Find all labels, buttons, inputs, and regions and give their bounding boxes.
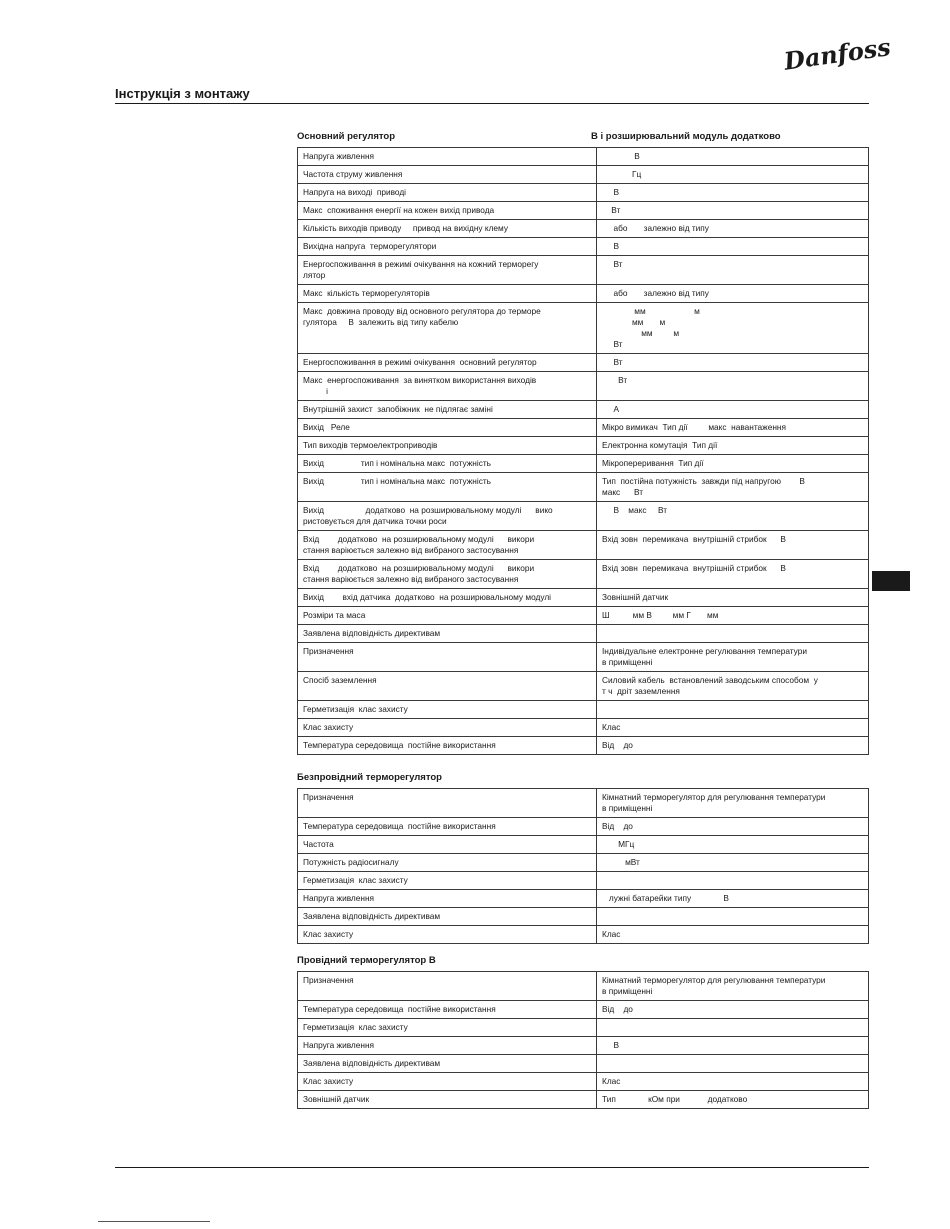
spec-value: Мікро вимикач Тип дії макс навантаження: [597, 419, 869, 437]
spec-label: Вихід Реле: [298, 419, 597, 437]
spec-value: [597, 1055, 869, 1073]
spec-value: мм м мм м мм м Вт: [597, 303, 869, 354]
spec-value: [597, 1019, 869, 1037]
spec-row: [298, 926, 869, 944]
spec-value: Зовнішній датчик: [597, 589, 869, 607]
spec-value: Від до: [597, 737, 869, 755]
spec-label: Заявлена відповідність директивам: [298, 1055, 597, 1073]
spec-value: Силовий кабель встановлений заводським способом у т ч дріт заземлення: [597, 672, 869, 701]
spec-value: В: [597, 1037, 869, 1055]
spec-row: [298, 437, 869, 455]
spec-row: [298, 701, 869, 719]
wired-thermostat-spec-table: [297, 971, 869, 1109]
spec-value: Клас: [597, 1073, 869, 1091]
spec-value: [597, 701, 869, 719]
spec-row: [298, 148, 869, 166]
main-regulator-spec-table: [297, 147, 869, 755]
spec-label: Напруга живлення: [298, 1037, 597, 1055]
spec-value: Клас: [597, 719, 869, 737]
spec-label: Клас захисту: [298, 719, 597, 737]
spec-row: [298, 1037, 869, 1055]
header-divider: [115, 103, 869, 104]
spec-row: [298, 1073, 869, 1091]
spec-row: [298, 854, 869, 872]
page-title: Інструкція з монтажу: [115, 86, 250, 101]
section-tab-marker: [872, 571, 910, 591]
spec-label: Заявлена відповідність директивам: [298, 625, 597, 643]
spec-value: [597, 625, 869, 643]
spec-label: Призначення: [298, 643, 597, 672]
spec-label: Вхід додатково на розширювальному модулі викори стання варіюється залежно від вибраного застосування: [298, 531, 597, 560]
spec-value: або залежно від типу: [597, 285, 869, 303]
spec-label: Зовнішній датчик: [298, 1091, 597, 1109]
spec-row: [298, 238, 869, 256]
spec-label: Вихід тип і номінальна макс потужність: [298, 473, 597, 502]
spec-value: Гц: [597, 166, 869, 184]
spec-row: [298, 625, 869, 643]
spec-row: [298, 836, 869, 854]
spec-row: [298, 1001, 869, 1019]
spec-row: [298, 354, 869, 372]
spec-value: Тип постійна потужність завжди під напругою В макс Вт: [597, 473, 869, 502]
spec-value: Вт: [597, 354, 869, 372]
spec-row: [298, 166, 869, 184]
spec-label: Потужність радіосигналу: [298, 854, 597, 872]
spec-label: Кількість виходів приводу привод на вихідну клему: [298, 220, 597, 238]
spec-label: Частота: [298, 836, 597, 854]
spec-label: Вихід додатково на розширювальному модулі вико ристовується для датчика точки роси: [298, 502, 597, 531]
spec-value: Кімнатний терморегулятор для регулювання температури в приміщенні: [597, 789, 869, 818]
spec-value: В макс Вт: [597, 502, 869, 531]
spec-value: Від до: [597, 1001, 869, 1019]
spec-row: [298, 643, 869, 672]
spec-row: [298, 202, 869, 220]
spec-row: [298, 908, 869, 926]
spec-label: Тип виходів термоелектроприводів: [298, 437, 597, 455]
spec-row: [298, 303, 869, 354]
spec-row: [298, 473, 869, 502]
spec-row: [298, 890, 869, 908]
spec-label: Макс довжина проводу від основного регулятора до терморе гулятора В залежить від типу кабелю: [298, 303, 597, 354]
spec-label: Частота струму живлення: [298, 166, 597, 184]
spec-label: Енергоспоживання в режимі очікування на кожний терморегу лятор: [298, 256, 597, 285]
spec-value: Електронна комутація Тип дії: [597, 437, 869, 455]
spec-row: [298, 455, 869, 473]
spec-label: Вхід додатково на розширювальному модулі викори стання варіюється залежно від вибраного застосування: [298, 560, 597, 589]
spec-row: [298, 502, 869, 531]
spec-label: Макс кількість терморегуляторів: [298, 285, 597, 303]
spec-value: лужні батарейки типу В: [597, 890, 869, 908]
spec-label: Напруга живлення: [298, 890, 597, 908]
wireless-thermostat-spec-table: [297, 788, 869, 944]
spec-label: Клас захисту: [298, 926, 597, 944]
spec-value: Ш мм В мм Г мм: [597, 607, 869, 625]
spec-row: [298, 1091, 869, 1109]
spec-value: або залежно від типу: [597, 220, 869, 238]
spec-value: мВт: [597, 854, 869, 872]
spec-label: Призначення: [298, 972, 597, 1001]
spec-row: [298, 972, 869, 1001]
spec-label: Макс споживання енергії на кожен вихід привода: [298, 202, 597, 220]
spec-value: В: [597, 184, 869, 202]
spec-value: В: [597, 238, 869, 256]
spec-row: [298, 285, 869, 303]
spec-row: [298, 372, 869, 401]
spec-row: [298, 531, 869, 560]
spec-row: [298, 719, 869, 737]
footer-link[interactable]: [98, 1221, 210, 1222]
spec-row: [298, 560, 869, 589]
spec-label: Розміри та маса: [298, 607, 597, 625]
spec-row: [298, 1055, 869, 1073]
spec-label: Герметизація клас захисту: [298, 701, 597, 719]
spec-row: [298, 1019, 869, 1037]
spec-value: Від до: [597, 818, 869, 836]
spec-value: Вхід зовн перемикача внутрішній стрибок В: [597, 560, 869, 589]
spec-value: Вхід зовн перемикача внутрішній стрибок В: [597, 531, 869, 560]
spec-label: Заявлена відповідність директивам: [298, 908, 597, 926]
spec-row: [298, 818, 869, 836]
spec-row: [298, 184, 869, 202]
spec-value: Мікропереривання Тип дії: [597, 455, 869, 473]
spec-label: Вихід вхід датчика додатково на розширювальному модулі: [298, 589, 597, 607]
spec-label: Напруга живлення: [298, 148, 597, 166]
spec-row: [298, 737, 869, 755]
spec-row: [298, 220, 869, 238]
spec-row: [298, 256, 869, 285]
spec-label: Вихід тип і номінальна макс потужність: [298, 455, 597, 473]
danfoss-logo: [782, 32, 893, 76]
spec-label: Внутрішній захист запобіжник не підлягає заміні: [298, 401, 597, 419]
spec-row: [298, 607, 869, 625]
spec-value: Тип кОм при додатково: [597, 1091, 869, 1109]
spec-label: Макс енергоспоживання за винятком використання виходів і: [298, 372, 597, 401]
spec-label: Енергоспоживання в режимі очікування основний регулятор: [298, 354, 597, 372]
main-regulator-title: Основний регулятор: [297, 131, 396, 142]
spec-label: Клас захисту: [298, 1073, 597, 1091]
spec-label: Герметизація клас захисту: [298, 1019, 597, 1037]
spec-value: В: [597, 148, 869, 166]
spec-label: Спосіб заземлення: [298, 672, 597, 701]
spec-value: Індивідуальне електронне регулювання температури в приміщенні: [597, 643, 869, 672]
spec-value: Клас: [597, 926, 869, 944]
svg-text:Danfoss: Danfoss: [782, 32, 893, 76]
spec-row: [298, 401, 869, 419]
wired-thermostat-title: Провідний терморегулятор В: [297, 955, 436, 966]
wireless-thermostat-title: Безпровідний терморегулятор: [297, 772, 442, 783]
spec-label: Вихідна напруга терморегулятори: [298, 238, 597, 256]
spec-row: [298, 789, 869, 818]
spec-value: А: [597, 401, 869, 419]
spec-label: Температура середовища постійне використання: [298, 737, 597, 755]
spec-row: [298, 419, 869, 437]
spec-value: Вт: [597, 202, 869, 220]
spec-value: [597, 908, 869, 926]
spec-value: [597, 872, 869, 890]
spec-label: Герметизація клас захисту: [298, 872, 597, 890]
spec-value: МГц: [597, 836, 869, 854]
spec-label: Напруга на виході приводі: [298, 184, 597, 202]
footer-divider: [115, 1167, 869, 1168]
spec-row: [298, 872, 869, 890]
spec-value: Кімнатний терморегулятор для регулювання температури в приміщенні: [597, 972, 869, 1001]
spec-value: Вт: [597, 256, 869, 285]
spec-value: Вт: [597, 372, 869, 401]
spec-row: [298, 589, 869, 607]
spec-label: Призначення: [298, 789, 597, 818]
spec-row: [298, 672, 869, 701]
spec-label: Температура середовища постійне використання: [298, 818, 597, 836]
main-regulator-title-right: В і розширювальний модуль додатково: [591, 131, 781, 142]
spec-label: Температура середовища постійне використання: [298, 1001, 597, 1019]
